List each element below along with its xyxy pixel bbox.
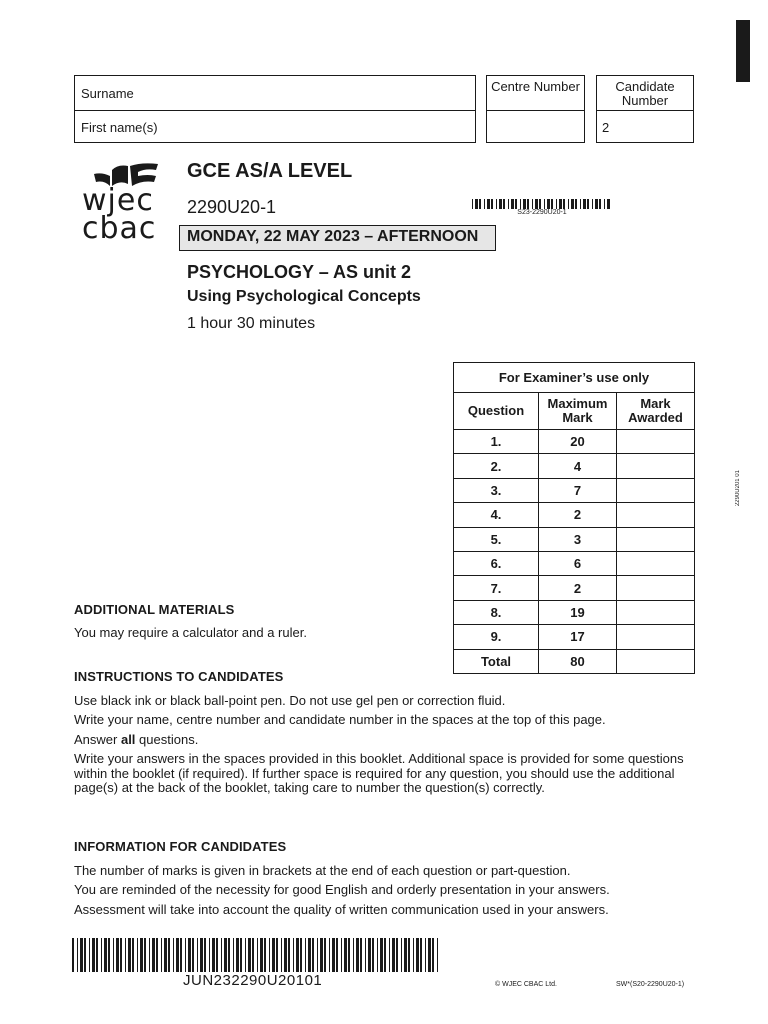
logo-cbac: cbac: [82, 211, 157, 246]
subject-title: PSYCHOLOGY – AS unit 2: [187, 262, 412, 282]
information-line: The number of marks is given in brackets at the end of each question or part-question.: [74, 863, 571, 878]
col-question: Question: [454, 393, 539, 430]
registration-mark: [736, 20, 750, 82]
examiner-table-row: [454, 527, 695, 551]
centre-number-header: Centre Number: [486, 75, 585, 111]
max-mark: 19: [539, 600, 617, 624]
centre-number-field[interactable]: [486, 110, 585, 143]
question-number: 1.: [454, 430, 539, 454]
information-line: Assessment will take into account the quality of written communication used in your answers.: [74, 902, 609, 917]
question-number: 6.: [454, 551, 539, 575]
instruction-line: Use black ink or black ball-point pen. Do not use gel pen or correction fluid.: [74, 693, 506, 708]
instruction-line: Write your name, centre number and candidate number in the spaces at the top of this page.: [74, 712, 606, 727]
logo-wjec: wjec: [82, 183, 154, 218]
additional-materials-text: You may require a calculator and a ruler.: [74, 625, 307, 640]
qualification-title: GCE AS/A LEVEL: [187, 160, 353, 182]
information-line: You are reminded of the necessity for good English and orderly presentation in your answers.: [74, 882, 610, 897]
max-mark: 20: [539, 430, 617, 454]
information-heading: INFORMATION FOR CANDIDATES: [74, 839, 287, 854]
mark-awarded-cell[interactable]: [617, 430, 695, 454]
examiner-table-row: [454, 454, 695, 478]
side-code: 2290U201 01: [735, 470, 741, 507]
instruction-line: Write your answers in the spaces provided in this booklet. Additional space is provided for some questions within the booklet (if required). If further space is required for any question, you should use the additional page(s) at the back of the booklet, taking care to number the question(s) correctly.: [74, 751, 684, 795]
max-mark: 2: [539, 503, 617, 527]
small-barcode-text: S23-2290U20-1: [517, 209, 567, 216]
question-number: 3.: [454, 478, 539, 502]
instructions-heading: INSTRUCTIONS TO CANDIDATES: [74, 669, 284, 684]
exam-date: MONDAY, 22 MAY 2023 – AFTERNOON: [179, 225, 496, 251]
instruction-line: Answer all questions.: [74, 732, 199, 747]
surname-field[interactable]: [74, 75, 476, 111]
candidate-number-header: Candidate Number: [596, 75, 694, 111]
candidate-number-field[interactable]: 2: [596, 110, 694, 143]
small-barcode: [472, 199, 612, 209]
mark-awarded-cell[interactable]: [617, 576, 695, 600]
question-number: 7.: [454, 576, 539, 600]
max-mark: 3: [539, 527, 617, 551]
examiner-table-row: [454, 503, 695, 527]
question-number: 8.: [454, 600, 539, 624]
mark-awarded-cell[interactable]: [617, 478, 695, 502]
examiner-table-row: [454, 649, 695, 673]
examiner-table-row: [454, 600, 695, 624]
copyright: © WJEC CBAC Ltd.: [495, 981, 557, 988]
max-mark: 7: [539, 478, 617, 502]
mark-awarded-cell[interactable]: [617, 503, 695, 527]
examiner-table-row: [454, 551, 695, 575]
mark-awarded-cell[interactable]: [617, 551, 695, 575]
max-mark: 80: [539, 649, 617, 673]
max-mark: 17: [539, 625, 617, 649]
question-number: 4.: [454, 503, 539, 527]
max-mark: 4: [539, 454, 617, 478]
mark-awarded-cell[interactable]: [617, 600, 695, 624]
footer-code: SW*(S20-2290U20-1): [616, 981, 685, 988]
max-mark: 2: [539, 576, 617, 600]
examiner-table-row: [454, 430, 695, 454]
question-number: 5.: [454, 527, 539, 551]
exam-duration: 1 hour 30 minutes: [187, 315, 316, 332]
col-mark-awarded: Mark Awarded: [617, 393, 695, 430]
examiner-table-row: [454, 478, 695, 502]
max-mark: 6: [539, 551, 617, 575]
mark-awarded-cell[interactable]: [617, 527, 695, 551]
examiner-table-title: For Examiner’s use only: [454, 363, 695, 393]
question-number: Total: [454, 649, 539, 673]
col-max-mark: Maximum Mark: [539, 393, 617, 430]
firstname-field[interactable]: [74, 110, 476, 143]
surname-label: Surname: [81, 86, 134, 101]
main-barcode: [72, 938, 444, 972]
barcode-text: JUN232290U20101: [183, 972, 323, 989]
question-number: 9.: [454, 625, 539, 649]
examiner-table-row: [454, 576, 695, 600]
paper-code: 2290U20-1: [187, 197, 277, 217]
question-number: 2.: [454, 454, 539, 478]
unit-title: Using Psychological Concepts: [187, 288, 421, 305]
mark-awarded-cell[interactable]: [617, 649, 695, 673]
mark-awarded-cell[interactable]: [617, 454, 695, 478]
additional-materials-heading: ADDITIONAL MATERIALS: [74, 602, 235, 617]
firstname-label: First name(s): [81, 120, 158, 135]
